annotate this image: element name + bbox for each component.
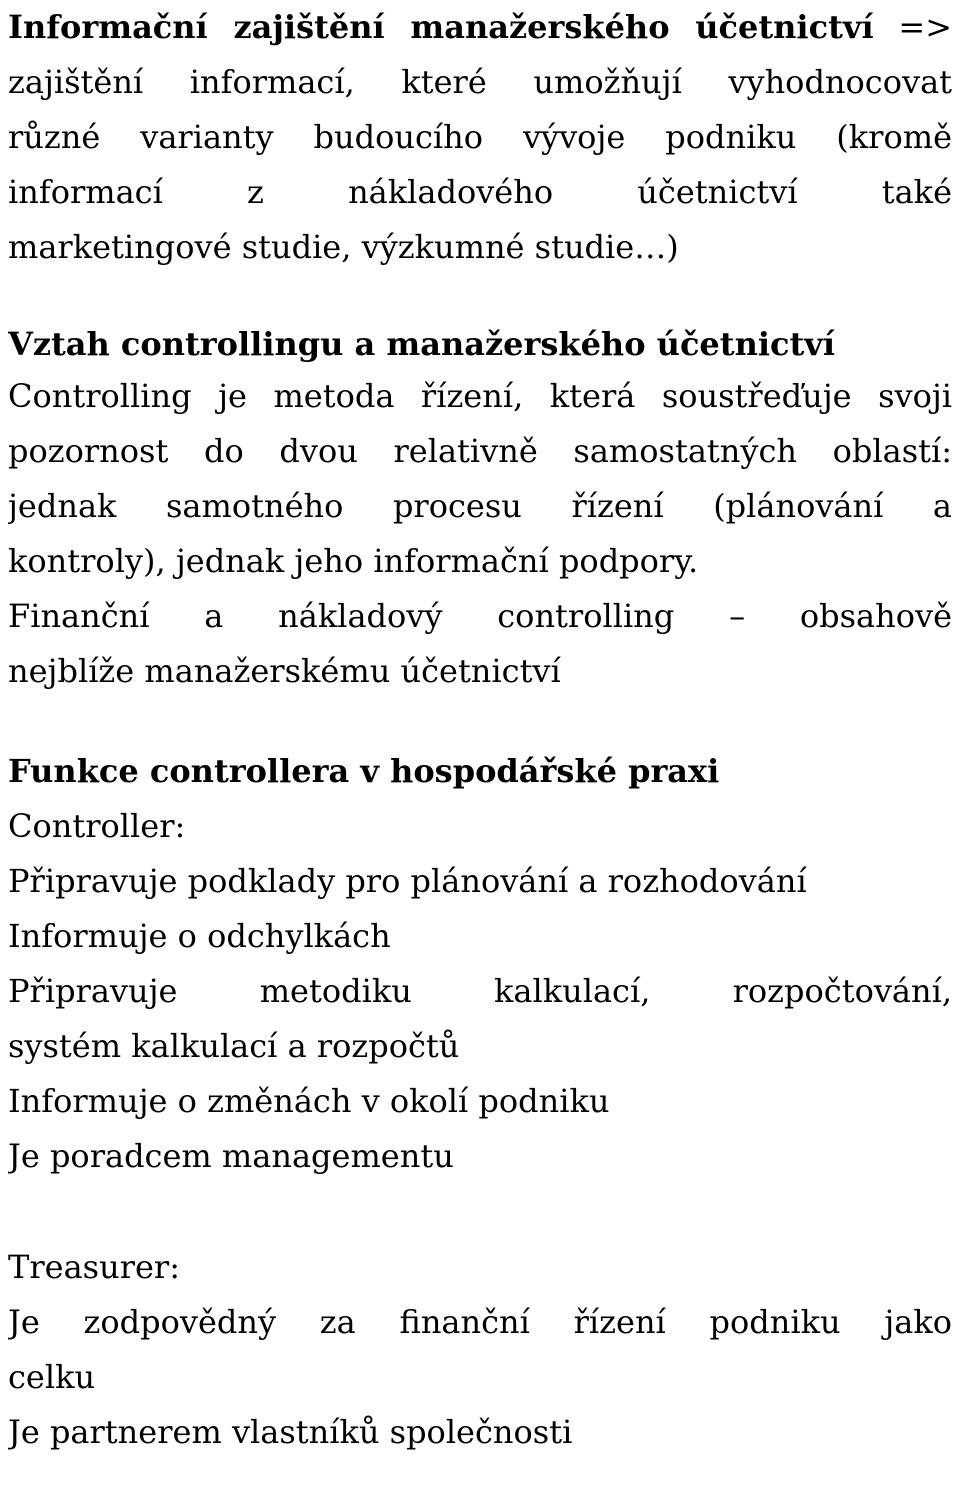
controller-item: systém kalkulací a rozpočtů (8, 1027, 460, 1065)
controller-label: Controller: (8, 807, 186, 845)
controller-item: Připravuje metodiku kalkulací, rozpočtování, (8, 972, 952, 1010)
treasurer-item: Je zodpovědný za finanční řízení podniku jako (8, 1303, 952, 1341)
spacer (8, 1184, 952, 1240)
paragraph-line: Finanční a nákladový controlling – obsahově (8, 597, 952, 635)
spacer (8, 699, 952, 743)
controller-item: Informuje o změnách v okolí podniku (8, 1082, 610, 1120)
intro-line: zajištění informací, které umožňují vyhodnocovat (8, 63, 952, 101)
section-heading-controlling: Vztah controllingu a manažerského účetnictví (8, 325, 835, 363)
paragraph-line: pozornost do dvou relativně samostatných oblastí: (8, 432, 952, 470)
treasurer-item: celku (8, 1358, 96, 1396)
paragraph-line: Controlling je metoda řízení, která soustřeďuje svoji (8, 377, 952, 415)
controller-item: Připravuje podklady pro plánování a rozhodování (8, 862, 807, 900)
treasurer-label: Treasurer: (8, 1248, 180, 1286)
paragraph-line: nejblíže manažerskému účetnictví (8, 652, 561, 690)
treasurer-item: Je partnerem vlastníků společnosti (8, 1413, 573, 1451)
intro-line: informací z nákladového účetnictví také (8, 173, 952, 211)
intro-first-line (8, 0, 952, 55)
intro-line: různé varianty budoucího vývoje podniku (kromě (8, 118, 952, 156)
intro-line: marketingové studie, výzkumné studie…) (8, 228, 679, 266)
controller-item: Informuje o odchylkách (8, 917, 391, 955)
intro-heading: Informační zajištění manažerského účetnictví (8, 8, 874, 46)
controller-item: Je poradcem managementu (8, 1137, 454, 1175)
section-heading-controller-function: Funkce controllera v hospodářské praxi (8, 752, 720, 790)
spacer (8, 275, 952, 319)
intro-arrow: => (873, 8, 952, 46)
paragraph-line: kontroly), jednak jeho informační podpory. (8, 542, 699, 580)
paragraph-line: jednak samotného procesu řízení (plánování a (8, 487, 952, 525)
